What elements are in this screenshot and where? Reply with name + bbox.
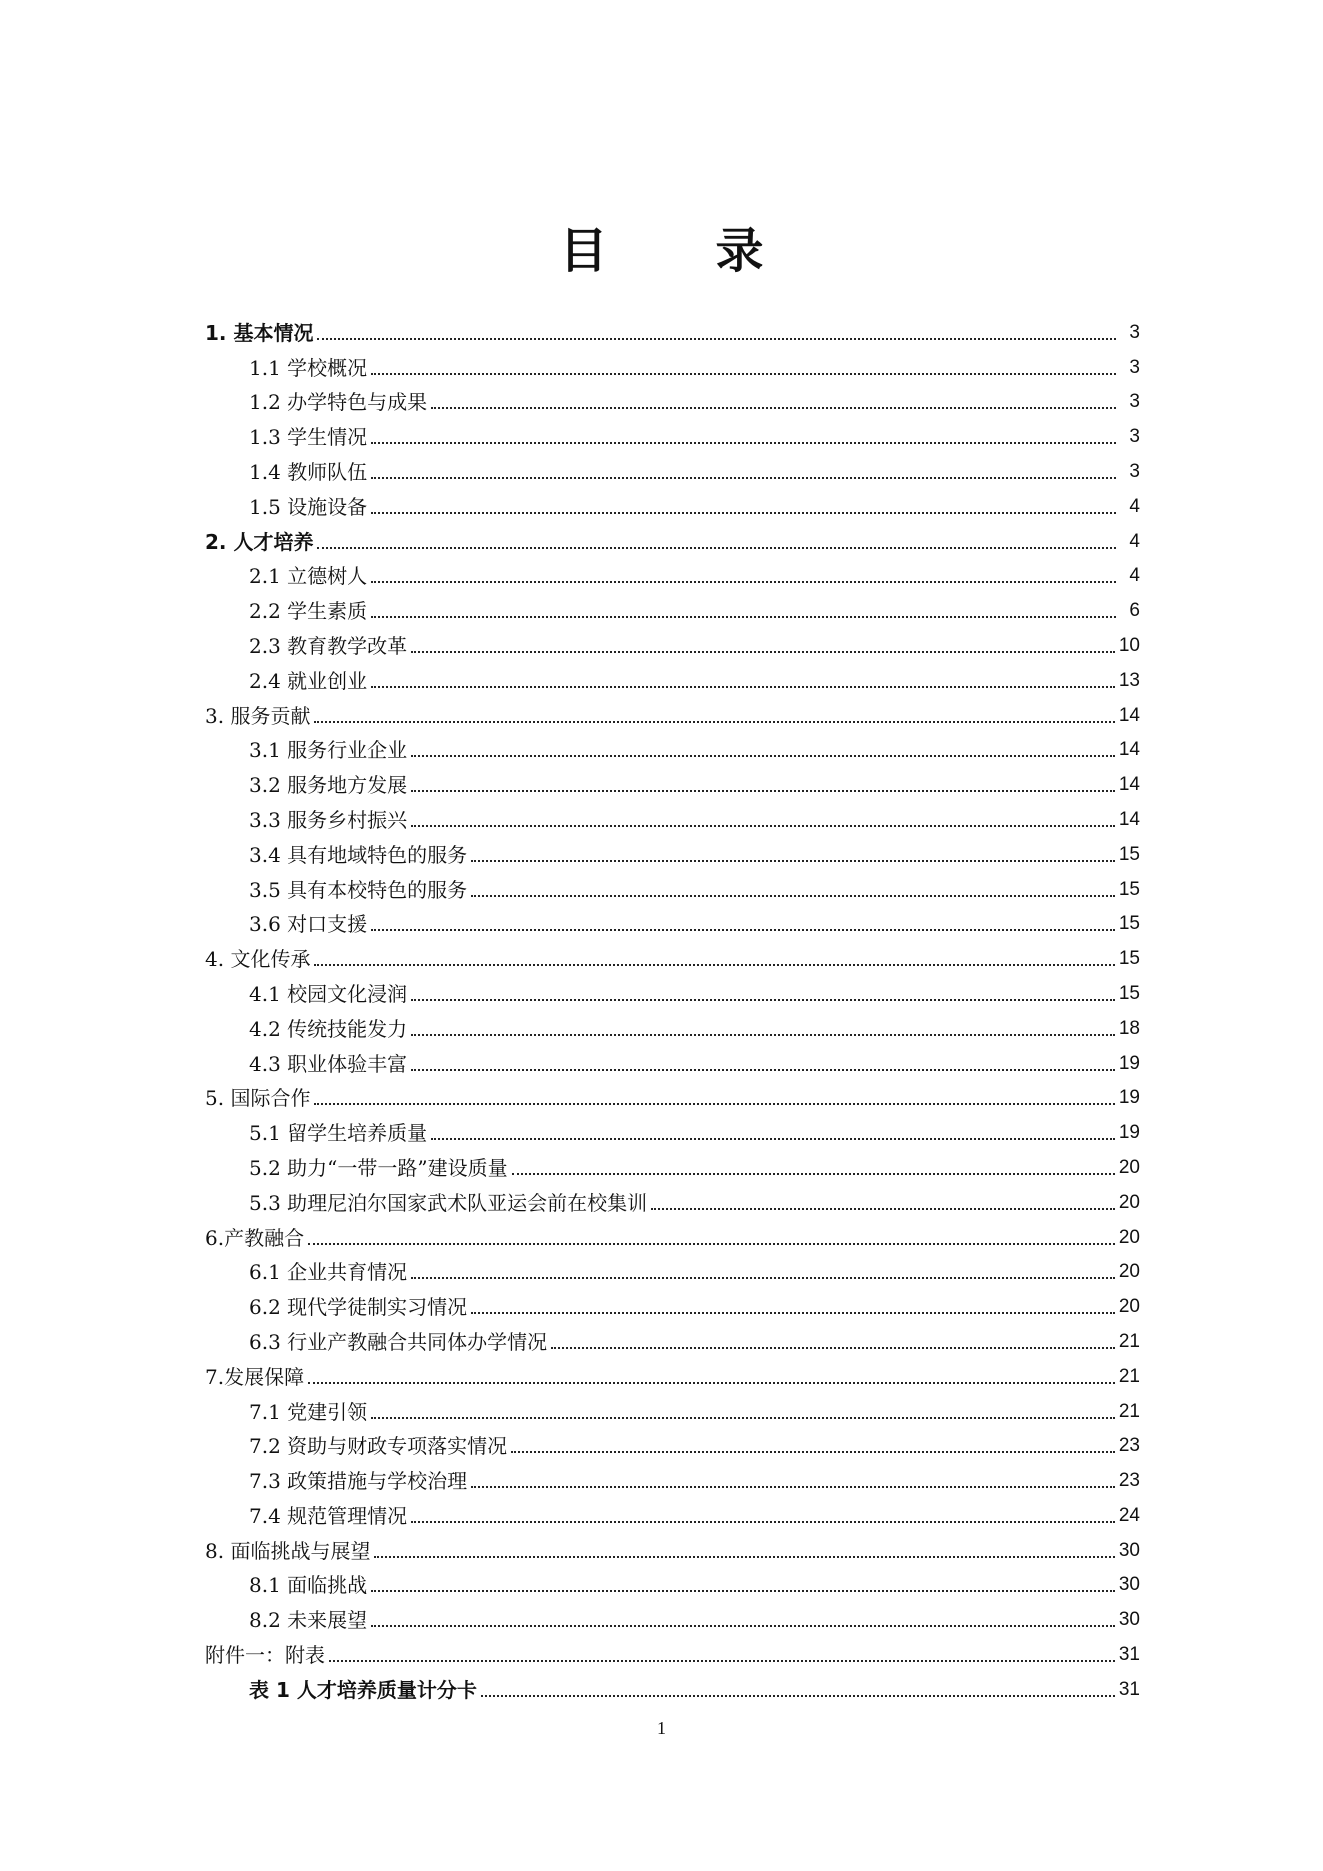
- toc-entry-page-number: 3: [1129, 426, 1140, 448]
- toc-entry-subsection[interactable]: [205, 1041, 1140, 1076]
- toc-entry-subsection[interactable]: [205, 1597, 1140, 1632]
- dot-leader: [431, 407, 1116, 409]
- toc-entry-page-number: 15: [1118, 878, 1140, 900]
- toc-entry-label: 4.3 职业体验丰富: [249, 1051, 408, 1076]
- toc-entry-subsection[interactable]: [205, 588, 1140, 623]
- toc-entry-subsection[interactable]: [205, 484, 1140, 519]
- dot-leader: [371, 373, 1116, 375]
- toc-entry-subsection[interactable]: [205, 380, 1140, 415]
- toc-entry-section[interactable]: [205, 1076, 1140, 1111]
- dot-leader: [314, 964, 1114, 966]
- dot-leader: [314, 1103, 1114, 1105]
- toc-entry-label: 8.2 未来展望: [249, 1608, 368, 1633]
- toc-entry-label: 5.2 助力“一带一路”建设质量: [249, 1155, 508, 1180]
- toc-entry-label: 7.4 规范管理情况: [249, 1503, 408, 1528]
- toc-entry-label: 1.2 办学特色与成果: [249, 390, 428, 415]
- toc-entry-page-number: 15: [1118, 843, 1140, 865]
- dot-leader: [371, 686, 1115, 688]
- toc-entry-label: 2.4 就业创业: [249, 668, 368, 693]
- page-title: [0, 212, 1323, 281]
- dot-leader: [471, 1312, 1115, 1314]
- toc-entry-label: 2. 人才培养: [205, 529, 314, 554]
- toc-entry-label: 2.2 学生素质: [249, 599, 368, 624]
- dot-leader: [551, 1347, 1115, 1349]
- toc-entry-page-number: 4: [1129, 565, 1140, 587]
- toc-entry-label: 3.6 对口支援: [249, 912, 368, 937]
- toc-entry-page-number: 6: [1129, 600, 1140, 622]
- toc-entry-label: 1.4 教师队伍: [249, 459, 368, 484]
- toc-entry-page-number: 24: [1118, 1504, 1140, 1526]
- dot-leader: [371, 929, 1115, 931]
- toc-entry-section[interactable]: [205, 1528, 1140, 1563]
- toc-entry-label: 5. 国际合作: [205, 1086, 311, 1111]
- toc-entry-label: 8. 面临挑战与展望: [205, 1538, 371, 1563]
- toc-entry-label: 1.5 设施设备: [249, 494, 368, 519]
- toc-entry-subsection[interactable]: [205, 728, 1140, 763]
- toc-entry-label: 7.发展保障: [205, 1364, 305, 1389]
- toc-entry-label: 3.4 具有地域特色的服务: [249, 842, 468, 867]
- dot-leader: [411, 790, 1115, 792]
- toc-entry-label: 1.3 学生情况: [249, 425, 368, 450]
- toc-entry-page-number: 19: [1118, 1052, 1140, 1074]
- dot-leader: [317, 547, 1116, 549]
- toc-entry-label: 3.5 具有本校特色的服务: [249, 877, 468, 902]
- dot-leader: [471, 1486, 1115, 1488]
- dot-leader: [512, 1173, 1115, 1175]
- toc-entry-page-number: 20: [1118, 1156, 1140, 1178]
- dot-leader: [411, 1277, 1115, 1279]
- toc-entry-subsection[interactable]: [205, 1458, 1140, 1493]
- toc-entry-page-number: 21: [1118, 1330, 1140, 1352]
- toc-entry-label: 3.2 服务地方发展: [249, 773, 408, 798]
- toc-entry-subsection[interactable]: [205, 1250, 1140, 1285]
- toc-entry-subsection[interactable]: [205, 1145, 1140, 1180]
- toc-entry-label: 4. 文化传承: [205, 947, 311, 972]
- toc-entry-label: 3.1 服务行业企业: [249, 738, 408, 763]
- toc-entry-page-number: 14: [1118, 739, 1140, 761]
- dot-leader: [371, 1417, 1115, 1419]
- toc-entry-label: 1.1 学校概况: [249, 355, 368, 380]
- toc-entry-label: 6.产教融合: [205, 1225, 305, 1250]
- dot-leader: [374, 1556, 1114, 1558]
- toc-entry-subsection[interactable]: [205, 1180, 1140, 1215]
- toc-entry-label: 7.3 政策措施与学校治理: [249, 1469, 468, 1494]
- toc-entry-page-number: 15: [1118, 948, 1140, 970]
- toc-entry-page-number: 20: [1118, 1261, 1140, 1283]
- toc-entry-subsection[interactable]: [205, 867, 1140, 902]
- toc-entry-section[interactable]: [205, 936, 1140, 971]
- toc-entry-label: 2.3 教育教学改革: [249, 633, 408, 658]
- toc-entry-label: 5.3 助理尼泊尔国家武术队亚运会前在校集训: [249, 1190, 648, 1215]
- toc-entry-page-number: 14: [1118, 704, 1140, 726]
- toc-entry-label: 2.1 立德树人: [249, 564, 368, 589]
- toc-entry-section[interactable]: [205, 310, 1140, 345]
- toc-entry-page-number: 19: [1118, 1122, 1140, 1144]
- dot-leader: [411, 651, 1115, 653]
- title-char-2: 录: [715, 223, 764, 279]
- toc-entry-page-number: 18: [1118, 1017, 1140, 1039]
- dot-leader: [471, 895, 1115, 897]
- toc-entry-page-number: 15: [1118, 913, 1140, 935]
- dot-leader: [481, 1695, 1115, 1697]
- toc-entry-subsection[interactable]: [205, 1389, 1140, 1424]
- dot-leader: [308, 1382, 1115, 1384]
- dot-leader: [511, 1451, 1115, 1453]
- toc-entry-page-number: 19: [1118, 1087, 1140, 1109]
- toc-entry-subsection[interactable]: [205, 554, 1140, 589]
- toc-entry-subsection[interactable]: [205, 1284, 1140, 1319]
- title-char-1: 目: [559, 223, 608, 279]
- toc-entry-subsection[interactable]: [205, 623, 1140, 658]
- dot-leader: [371, 512, 1116, 514]
- toc-entry-label: 8.1 面临挑战: [249, 1573, 368, 1598]
- toc-entry-page-number: 13: [1118, 669, 1140, 691]
- toc-entry-page-number: 4: [1129, 530, 1140, 552]
- toc-entry-subsection[interactable]: [205, 1110, 1140, 1145]
- dot-leader: [371, 442, 1116, 444]
- dot-leader: [308, 1243, 1115, 1245]
- toc-entry-page-number: 23: [1118, 1470, 1140, 1492]
- toc-entry-section[interactable]: [205, 693, 1140, 728]
- table-of-contents: [205, 310, 1140, 1702]
- toc-entry-subsection[interactable]: [205, 902, 1140, 937]
- dot-leader: [317, 338, 1116, 340]
- toc-entry-subsection[interactable]: [205, 658, 1140, 693]
- dot-leader: [371, 616, 1116, 618]
- toc-entry-label: 附件一：附表: [205, 1643, 325, 1668]
- toc-entry-page-number: 15: [1118, 982, 1140, 1004]
- toc-entry-section[interactable]: [205, 1354, 1140, 1389]
- toc-entry-subsection[interactable]: [205, 414, 1140, 449]
- toc-entry-label: 3. 服务贡献: [205, 703, 311, 728]
- toc-entry-subsection[interactable]: [205, 832, 1140, 867]
- toc-entry-page-number: 20: [1118, 1296, 1140, 1318]
- dot-leader: [371, 1590, 1115, 1592]
- toc-entry-page-number: 3: [1129, 391, 1140, 413]
- toc-entry-subsection[interactable]: [205, 797, 1140, 832]
- dot-leader: [329, 1660, 1115, 1662]
- toc-entry-subsection[interactable]: [205, 1563, 1140, 1598]
- toc-entry-page-number: 21: [1118, 1400, 1140, 1422]
- toc-entry-subsection[interactable]: [205, 971, 1140, 1006]
- page-number: 1: [657, 1718, 666, 1738]
- dot-leader: [411, 1069, 1115, 1071]
- toc-entry-subsection[interactable]: [205, 449, 1140, 484]
- toc-entry-page-number: 3: [1129, 321, 1140, 343]
- toc-entry-page-number: 14: [1118, 774, 1140, 796]
- dot-leader: [411, 1034, 1115, 1036]
- dot-leader: [371, 477, 1116, 479]
- toc-entry-label: 7.1 党建引领: [249, 1399, 368, 1424]
- toc-entry-page-number: 14: [1118, 808, 1140, 830]
- dot-leader: [411, 1521, 1115, 1523]
- dot-leader: [371, 1625, 1115, 1627]
- dot-leader: [431, 1138, 1115, 1140]
- toc-entry-page-number: 30: [1118, 1574, 1140, 1596]
- toc-entry-page-number: 31: [1118, 1644, 1140, 1666]
- toc-entry-label: 6.2 现代学徒制实习情况: [249, 1295, 468, 1320]
- toc-entry-page-number: 4: [1129, 495, 1140, 517]
- toc-entry-page-number: 3: [1129, 460, 1140, 482]
- toc-entry-page-number: 30: [1118, 1539, 1140, 1561]
- toc-entry-subsection[interactable]: [205, 1006, 1140, 1041]
- toc-entry-page-number: 3: [1129, 356, 1140, 378]
- toc-entry-subsection[interactable]: [205, 1493, 1140, 1528]
- toc-entry-page-number: 31: [1118, 1678, 1140, 1700]
- toc-entry-label: 6.1 企业共育情况: [249, 1260, 408, 1285]
- toc-entry-page-number: 23: [1118, 1435, 1140, 1457]
- toc-entry-page-number: 21: [1118, 1365, 1140, 1387]
- toc-entry-subsection[interactable]: [205, 1667, 1140, 1702]
- dot-leader: [411, 755, 1115, 757]
- toc-entry-section[interactable]: [205, 1215, 1140, 1250]
- toc-entry-page-number: 30: [1118, 1609, 1140, 1631]
- toc-entry-label: 3.3 服务乡村振兴: [249, 807, 408, 832]
- toc-entry-label: 7.2 资助与财政专项落实情况: [249, 1434, 508, 1459]
- dot-leader: [314, 721, 1114, 723]
- dot-leader: [411, 999, 1115, 1001]
- dot-leader: [371, 581, 1116, 583]
- toc-entry-page-number: 20: [1118, 1226, 1140, 1248]
- toc-entry-label: 4.2 传统技能发力: [249, 1016, 408, 1041]
- toc-entry-subsection[interactable]: [205, 762, 1140, 797]
- dot-leader: [471, 860, 1115, 862]
- toc-entry-page-number: 20: [1118, 1191, 1140, 1213]
- dot-leader: [411, 825, 1115, 827]
- toc-entry-subsection[interactable]: [205, 1424, 1140, 1459]
- toc-entry-label: 4.1 校园文化浸润: [249, 981, 408, 1006]
- toc-entry-subsection[interactable]: [205, 345, 1140, 380]
- toc-entry-section[interactable]: [205, 519, 1140, 554]
- toc-entry-subsection[interactable]: [205, 1319, 1140, 1354]
- dot-leader: [651, 1208, 1115, 1210]
- toc-entry-section[interactable]: [205, 1632, 1140, 1667]
- toc-entry-page-number: 10: [1118, 634, 1140, 656]
- toc-entry-label: 表 1 人才培养质量计分卡: [249, 1677, 477, 1702]
- toc-entry-label: 5.1 留学生培养质量: [249, 1121, 428, 1146]
- toc-entry-label: 1. 基本情况: [205, 320, 314, 345]
- toc-entry-label: 6.3 行业产教融合共同体办学情况: [249, 1329, 548, 1354]
